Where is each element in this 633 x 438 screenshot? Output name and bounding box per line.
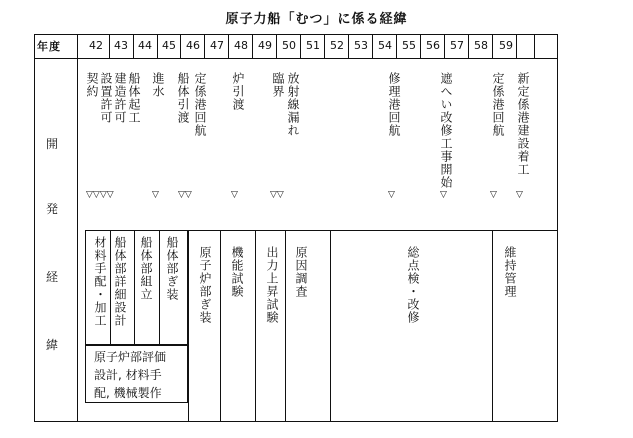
year-cell: 45 bbox=[162, 39, 176, 52]
phase-divider bbox=[110, 230, 111, 345]
year-cell: 43 bbox=[114, 39, 128, 52]
milestone-marker: ▽▽▽▽ bbox=[86, 190, 114, 200]
year-cell: 46 bbox=[186, 39, 200, 52]
phase-divider bbox=[220, 230, 221, 422]
year-cell: 54 bbox=[378, 39, 392, 52]
milestone-keiyaku: 契約 bbox=[85, 72, 99, 98]
milestone-kiko: 船体起工 bbox=[127, 72, 141, 124]
phase-kino-shiken: 機能試験 bbox=[230, 246, 244, 298]
year-cell: 57 bbox=[450, 39, 464, 52]
year-cell: 49 bbox=[258, 39, 272, 52]
year-cell: 48 bbox=[234, 39, 248, 52]
year-cell: 52 bbox=[330, 39, 344, 52]
milestone-kaishu-kaishi: 遮へい改修工事開始 bbox=[439, 72, 453, 189]
year-cell: 47 bbox=[210, 39, 224, 52]
milestone-ro-hikiwatashi: 炉引渡 bbox=[231, 72, 245, 111]
milestone-marker: ▽▽ bbox=[178, 190, 192, 200]
milestone-marker: ▽ bbox=[440, 190, 447, 200]
phase-zairyo: 材料手配・加工 bbox=[93, 236, 107, 327]
note-line-3: 配, 機械製作 bbox=[94, 386, 162, 400]
milestone-shin-teikeiko: 新定係港建設着工 bbox=[516, 72, 530, 176]
row-label-char: 経 bbox=[46, 270, 59, 284]
year-cell: 44 bbox=[138, 39, 152, 52]
phase-divider bbox=[188, 230, 189, 422]
year-cell: 58 bbox=[474, 39, 488, 52]
milestone-marker: ▽ bbox=[152, 190, 159, 200]
year-cell: 51 bbox=[306, 39, 320, 52]
phase-top-border bbox=[85, 230, 558, 231]
phase-gisou: 船体部ぎ装 bbox=[165, 236, 179, 301]
milestone-marker: ▽▽ bbox=[270, 190, 284, 200]
phase-iji-kanri: 維持管理 bbox=[503, 246, 517, 298]
phase-shutsuryoku-shiken: 出力上昇試験 bbox=[265, 246, 279, 324]
phase-divider bbox=[255, 230, 256, 422]
milestone-setchi-kyoka: 設置許可 bbox=[99, 72, 113, 124]
year-header-label: 年度 bbox=[37, 40, 61, 53]
phase-genin-chousa: 原因調査 bbox=[294, 246, 308, 298]
year-cell: 59 bbox=[499, 39, 513, 52]
phase-divider bbox=[159, 230, 160, 345]
phase-kumitate: 船体部組立 bbox=[139, 236, 153, 301]
phase-divider bbox=[492, 230, 493, 422]
header-divider bbox=[34, 58, 558, 59]
phase-divider bbox=[330, 230, 331, 422]
year-cell: 42 bbox=[89, 39, 103, 52]
milestone-shurikou-kaiko: 修理港回航 bbox=[387, 72, 401, 137]
row-label-char: 緯 bbox=[46, 338, 59, 352]
phase-shousai-sekkei: 船体部詳細設計 bbox=[113, 236, 127, 327]
phase-genshiro-gisou: 原子炉部ぎ装 bbox=[198, 246, 212, 324]
page-title: 原子力船「むつ」に係る経緯 bbox=[225, 12, 408, 27]
milestone-marker: ▽ bbox=[516, 190, 523, 200]
label-column-divider bbox=[77, 34, 78, 422]
milestone-teikeiko-kaiko: 定係港回航 bbox=[193, 72, 207, 137]
note-line-2: 設計, 材料手 bbox=[94, 368, 162, 382]
year-cell: 50 bbox=[282, 39, 296, 52]
milestone-kenzo-kyoka: 建造許可 bbox=[113, 72, 127, 124]
milestone-marker: ▽ bbox=[388, 190, 395, 200]
year-cell: 55 bbox=[402, 39, 416, 52]
year-divider bbox=[534, 34, 535, 58]
phase-divider bbox=[134, 230, 135, 345]
milestone-teikeiko-kaiko-2: 定係港回航 bbox=[491, 72, 505, 137]
note-line-1: 原子炉部評価 bbox=[94, 350, 167, 364]
milestone-marker: ▽ bbox=[490, 190, 497, 200]
phase-souten-kaishu: 総点検・改修 bbox=[406, 246, 420, 324]
year-cell: 56 bbox=[426, 39, 440, 52]
milestone-rinkai: 臨界 bbox=[271, 72, 285, 98]
year-cell: 53 bbox=[354, 39, 368, 52]
milestone-shinsui: 進水 bbox=[151, 72, 165, 98]
milestone-hikiwatashi: 船体引渡 bbox=[176, 72, 190, 124]
milestone-marker: ▽ bbox=[231, 190, 238, 200]
milestone-hoshasen-more: 放射線漏れ bbox=[286, 72, 300, 137]
phase-divider bbox=[285, 230, 286, 422]
row-label-char: 開 bbox=[46, 137, 59, 151]
row-label-char: 発 bbox=[46, 202, 59, 216]
